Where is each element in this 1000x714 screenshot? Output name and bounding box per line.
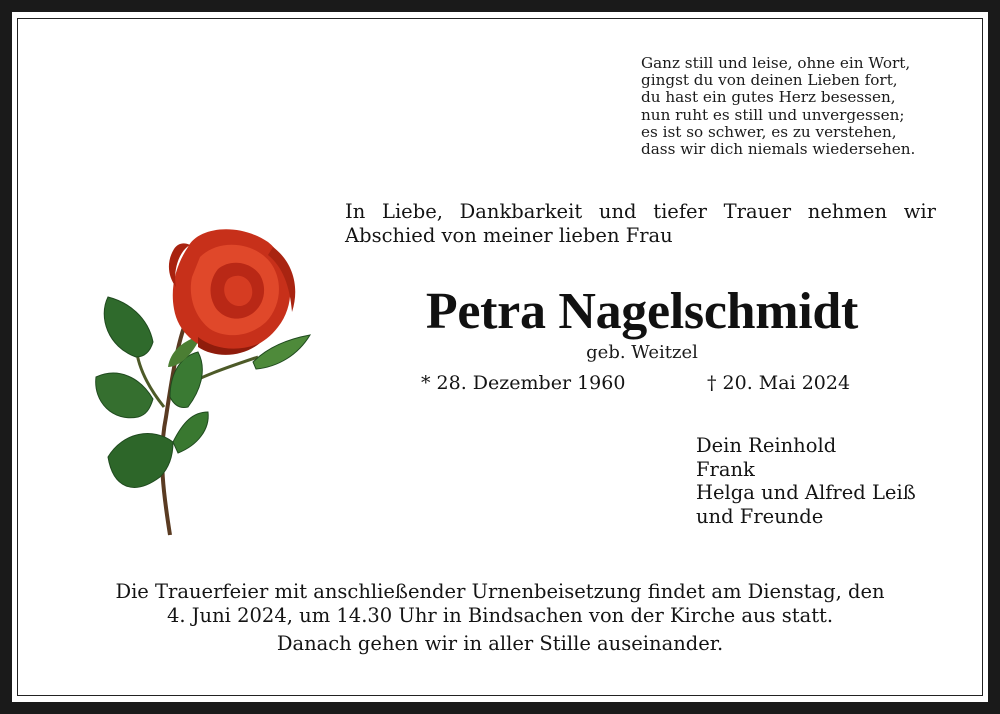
- birth-date: * 28. Dezember 1960: [421, 372, 626, 394]
- mourners-list: [696, 434, 916, 528]
- poem-line: gingst du von deinen Lieben fort,: [641, 71, 898, 90]
- funeral-notice-line: Danach gehen wir in aller Stille auseinander.: [276, 632, 724, 655]
- funeral-notice-line: 4. Juni 2024, um 14.30 Uhr in Bindsachen von der Kirche aus statt.: [166, 604, 834, 627]
- deceased-name: Petra Nagelschmidt: [425, 283, 859, 340]
- mourner: Frank: [696, 457, 755, 481]
- birth-name: geb. Weitzel: [586, 342, 698, 363]
- mourner: Dein Reinhold: [696, 434, 837, 457]
- funeral-notice-line: Die Trauerfeier mit anschließender Urnenbeisetzung findet am Dienstag, den: [115, 580, 885, 603]
- funeral-notice: [52, 580, 948, 656]
- red-rose-icon: [78, 217, 318, 537]
- poem-line: es ist so schwer, es zu verstehen,: [641, 122, 897, 141]
- obituary-card: [12, 12, 988, 702]
- intro-line: In Liebe, Dankbarkeit und tiefer Trauer nehmen wir: [345, 200, 936, 223]
- death-date: † 20. Mai 2024: [707, 372, 851, 394]
- poem-line: Ganz still und leise, ohne ein Wort,: [641, 54, 911, 72]
- mourner: Helga und Alfred Leiß: [696, 481, 916, 504]
- poem-line: du hast ein gutes Herz besessen,: [641, 88, 896, 107]
- intro-text: [345, 200, 945, 248]
- mourner: und Freunde: [696, 504, 824, 528]
- poem: [641, 55, 941, 158]
- poem-line: nun ruht es still und unvergessen;: [641, 105, 905, 124]
- intro-line: Abschied von meiner lieben Frau: [345, 224, 673, 247]
- poem-line: dass wir dich niemals wiedersehen.: [641, 140, 916, 159]
